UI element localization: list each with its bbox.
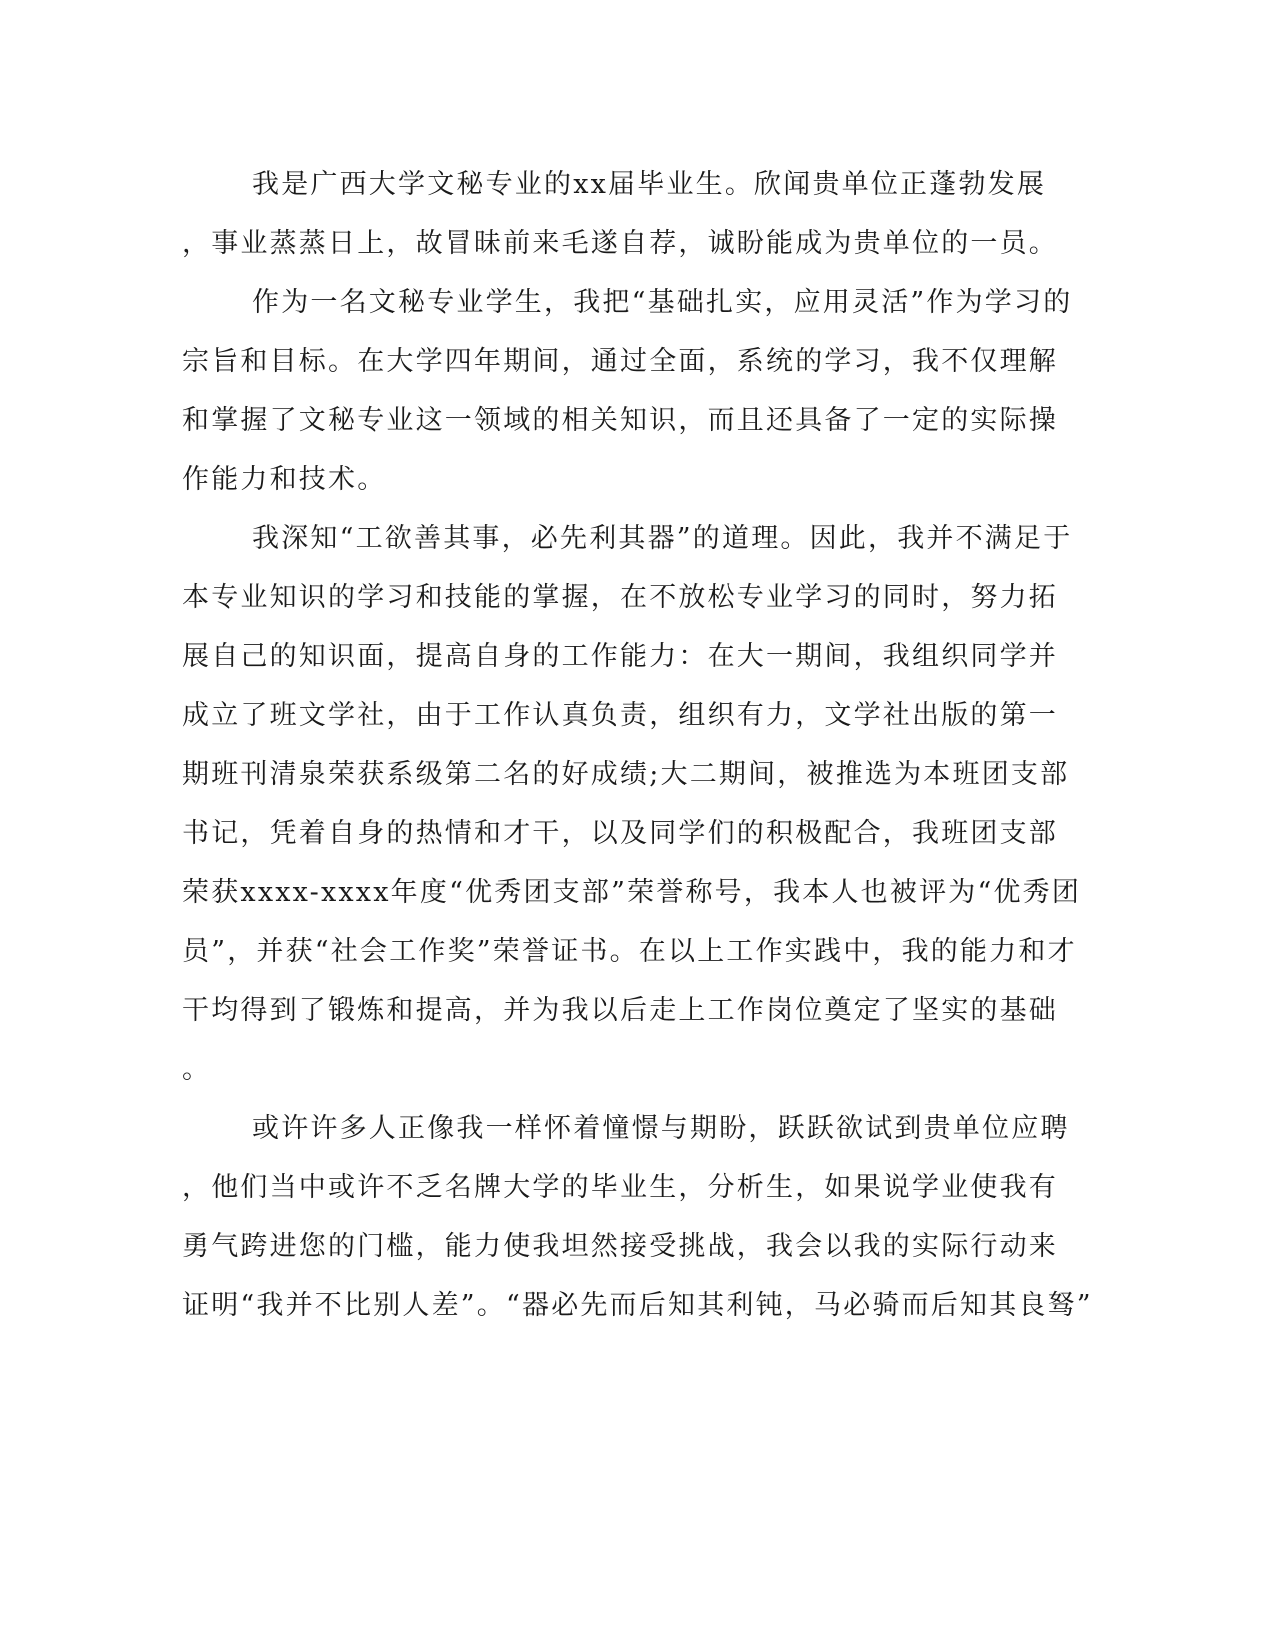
text-line: 宗旨和目标。在大学四年期间，通过全面，系统的学习，我不仅理解 xyxy=(182,346,1058,377)
text-line: 作为一名文秘专业学生，我把“基础扎实，应用灵活”作为学习的 xyxy=(252,287,1073,318)
paragraph-2 xyxy=(182,273,1073,509)
text-line: 我深知“工欲善其事，必先利其器”的道理。因此，我并不满足于 xyxy=(252,523,1073,554)
text-line: 干均得到了锻炼和提高，并为我以后走上工作岗位奠定了坚实的基础 xyxy=(182,995,1058,1026)
paragraph-1 xyxy=(182,155,1062,273)
text-line: 作能力和技术。 xyxy=(182,464,387,495)
text-line: 或许许多人正像我一样怀着憧憬与期盼，跃跃欲试到贵单位应聘 xyxy=(252,1113,1070,1144)
text-line: 书记，凭着自身的热情和才干，以及同学们的积极配合，我班团支部 xyxy=(182,818,1058,849)
text-line: 成立了班文学社，由于工作认真负责，组织有力，文学社出版的第一 xyxy=(182,700,1058,731)
text-line: 员”，并获“社会工作奖”荣誉证书。在以上工作实践中，我的能力和才 xyxy=(182,936,1077,967)
text-line: ，事业蒸蒸日上，故冒昧前来毛遂自荐，诚盼能成为贵单位的一员。 xyxy=(182,228,1058,259)
text-line: 展自己的知识面，提高自身的工作能力：在大一期间，我组织同学并 xyxy=(182,641,1058,672)
text-line: 勇气跨进您的门槛，能力使我坦然接受挑战，我会以我的实际行动来 xyxy=(182,1231,1058,1262)
text-line: 和掌握了文秘专业这一领域的相关知识，而且还具备了一定的实际操 xyxy=(182,405,1058,436)
text-line: 荣获xxxx-xxxx年度“优秀团支部”荣誉称号，我本人也被评为“优秀团 xyxy=(182,877,1082,908)
text-line: 证明“我并不比别人差”。“器必先而后知其利钝，马必骑而后知其良驽” xyxy=(182,1290,1093,1321)
text-line: 我是广西大学文秘专业的xx届毕业生。欣闻贵单位正蓬勃发展 xyxy=(252,169,1047,200)
text-line: 。 xyxy=(182,1054,212,1085)
paragraph-3 xyxy=(182,509,1082,1099)
text-line: 本专业知识的学习和技能的掌握，在不放松专业学习的同时，努力拓 xyxy=(182,582,1058,613)
text-line: 期班刊清泉荣获系级第二名的好成绩;大二期间，被推选为本班团支部 xyxy=(182,759,1070,790)
text-line: ，他们当中或许不乏名牌大学的毕业生，分析生，如果说学业使我有 xyxy=(182,1172,1058,1203)
letter-body xyxy=(182,155,1093,1335)
paragraph-4 xyxy=(182,1099,1093,1335)
